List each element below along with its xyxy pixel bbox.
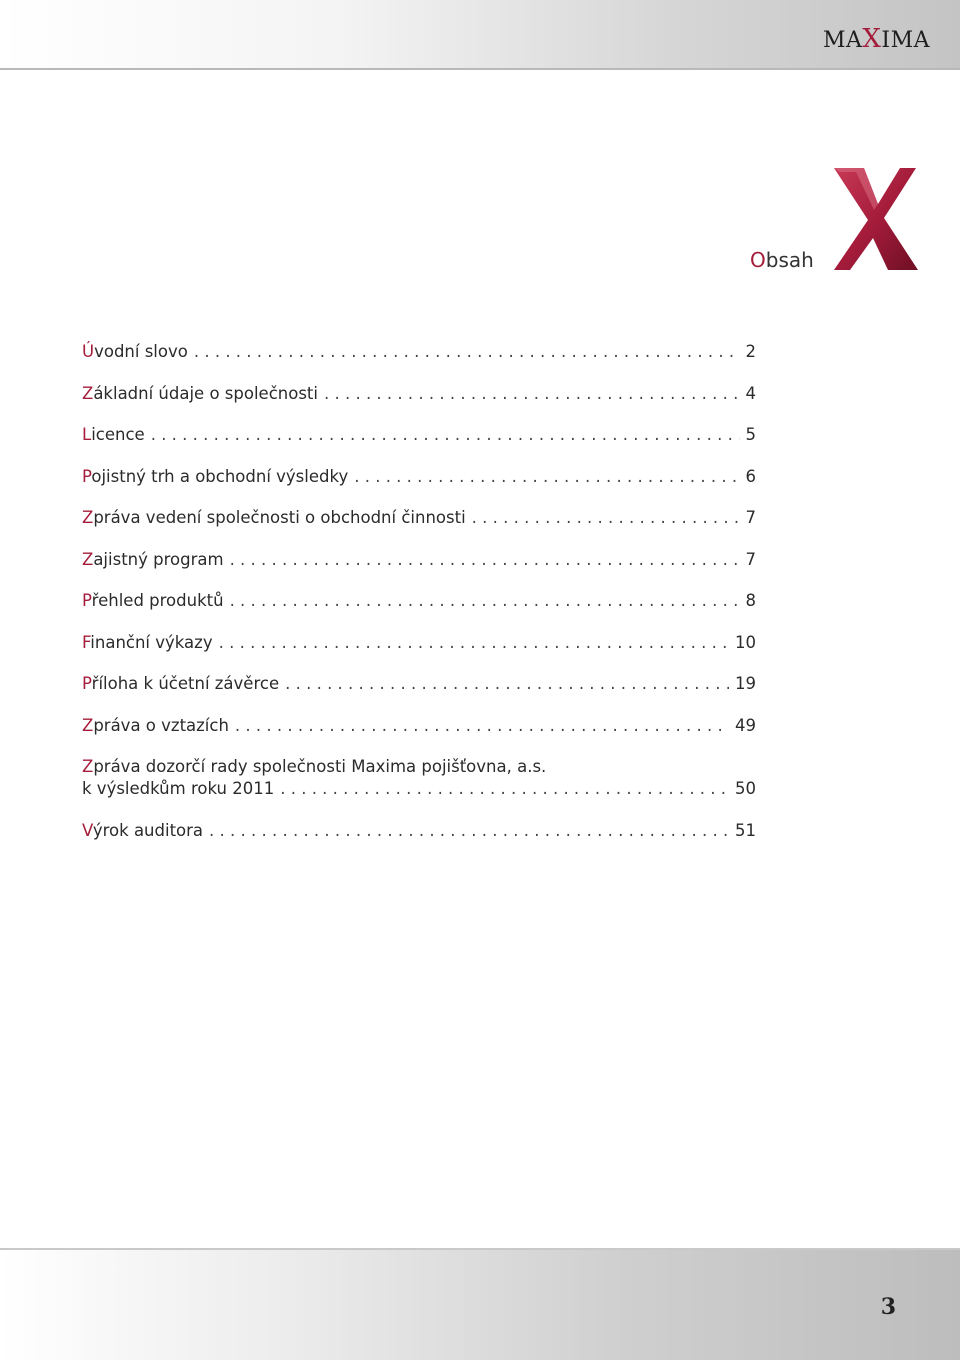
dot-leader	[230, 549, 740, 571]
dot-leader	[219, 632, 729, 654]
dot-leader	[472, 507, 740, 529]
dot-leader	[280, 778, 729, 800]
dot-leader	[230, 590, 740, 612]
toc-page-number: 10	[735, 632, 756, 652]
toc-page-number: 2	[745, 342, 756, 361]
dot-leader	[285, 673, 729, 695]
toc-page-number: 8	[745, 591, 756, 610]
header-band	[0, 0, 960, 70]
decorative-x-icon	[830, 166, 920, 272]
footer-band	[0, 1248, 960, 1360]
toc-entry[interactable]: Pojistný trh a obchodní výsledky . . . 6	[82, 466, 756, 488]
toc-page-number: 7	[745, 549, 756, 569]
toc-entry[interactable]: Úvodní slovo . . . 2	[82, 341, 756, 363]
dot-leader	[354, 466, 739, 488]
toc-entry[interactable]: Zpráva o vztazích . . . 49	[82, 715, 756, 737]
dot-leader	[324, 383, 740, 405]
toc-page-number: 5	[745, 425, 756, 444]
toc-page-number: 51	[735, 820, 756, 840]
toc-page-number: 50	[735, 779, 756, 798]
toc-entry[interactable]: Příloha k účetní závěrce . . . 19	[82, 673, 756, 695]
toc-entry[interactable]: Licence . . . 5	[82, 424, 756, 446]
toc-entry[interactable]: Základní údaje o společnosti . . . 4	[82, 383, 756, 405]
toc-page-number: 49	[735, 715, 756, 735]
toc-entry[interactable]: Finanční výkazy . . . 10	[82, 632, 756, 654]
toc-entry-multiline[interactable]: Zpráva dozorčí rady společnosti Maxima pojišťovna, a.s. k výsledkům roku 2011 . . . 50	[82, 756, 756, 800]
toc-entry[interactable]: Výrok auditora . . . 51	[82, 820, 756, 842]
toc-page-number: 7	[745, 508, 756, 527]
toc-page-number: 4	[745, 383, 756, 403]
dot-leader	[151, 424, 740, 446]
toc-entry[interactable]: Zpráva vedení společnosti o obchodní činnosti . . . 7	[82, 507, 756, 529]
toc-page-number: 6	[745, 466, 756, 486]
page-number: 3	[880, 1294, 896, 1320]
dot-leader	[209, 820, 729, 842]
maxima-logo: MAXIMA	[822, 24, 930, 54]
table-of-contents	[82, 341, 756, 861]
dot-leader	[235, 715, 729, 737]
section-title: Obsah	[750, 248, 814, 272]
toc-page-number: 19	[735, 674, 756, 693]
toc-entry[interactable]: Přehled produktů . . . 8	[82, 590, 756, 612]
dot-leader	[194, 341, 740, 363]
toc-entry[interactable]: Zajistný program . . . 7	[82, 549, 756, 571]
